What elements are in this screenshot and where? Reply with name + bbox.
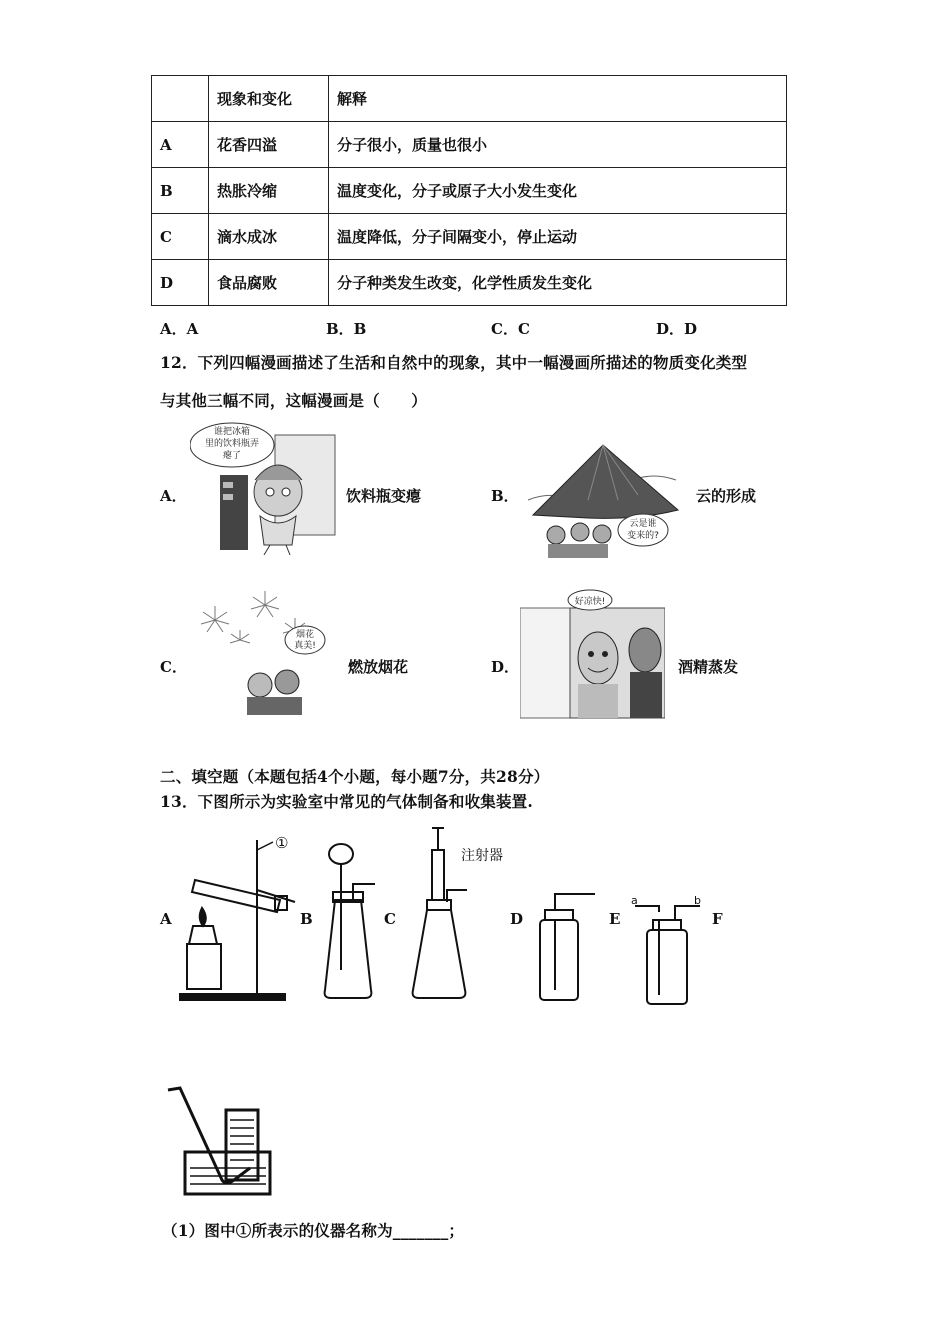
q12-option-a-letter[interactable]: A． [160,487,187,505]
bubble-text: 烟花 [295,630,315,640]
table-header-row [152,76,787,122]
bubble-text: 变来的? [627,531,659,541]
bubble-text: 好凉快! [574,597,606,607]
q11-option-d[interactable]: D．D [656,320,698,338]
q12-option-b-letter[interactable]: B． [491,487,519,505]
row-label: C [152,214,209,260]
q12-option-d-caption: 酒精蒸发 [678,658,739,676]
q12-option-b-caption: 云的形成 [696,487,757,505]
apparatus-diagram [155,820,735,1015]
cartoon-alcohol-evaporation [520,588,665,720]
q11-table [151,75,787,306]
apparatus-label-e: E [609,910,621,928]
row-phenomenon: 滴水成冰 [209,214,329,260]
bubble-text: 里的饮料瓶弄 [204,439,260,449]
q13-sub1: （1）图中①所表示的仪器名称为_______； [162,1221,465,1240]
apparatus-label-d: D [510,910,524,928]
row-explanation: 温度降低，分子间隔变小，停止运动 [329,214,787,260]
q12-option-a-caption: 饮料瓶变瘪 [346,487,422,505]
q11-option-a[interactable]: A．A [160,320,199,338]
row-phenomenon: 食品腐败 [209,260,329,306]
apparatus-label-c: C [384,910,396,928]
apparatus-label-f: F [712,910,723,928]
q12-stem-line1: 12．下列四幅漫画描述了生活和自然中的现象，其中一幅漫画所描述的物质变化类型 [160,353,748,372]
q13-stem: 13．下图所示为实验室中常见的气体制备和收集装置. [160,792,533,811]
q12-option-d-letter[interactable]: D． [491,658,520,676]
port-a-label: a [631,894,638,907]
row-explanation: 分子种类发生改变，化学性质发生变化 [329,260,787,306]
table-row [152,168,787,214]
row-label: D [152,260,209,306]
apparatus-label-a: A [160,910,172,928]
q12-option-c-caption: 燃放烟花 [348,658,409,676]
table-header-cell: 现象和变化 [209,76,329,122]
port-b-label: b [694,894,701,907]
cartoon-bottle-crushed [190,420,340,555]
bubble-text: 谁把冰箱 [213,427,251,437]
syringe-label: 注射器 [461,848,503,864]
section-heading: 二、填空题（本题包括4个小题，每小题7分，共28分） [160,767,550,786]
row-explanation: 分子很小，质量也很小 [329,122,787,168]
row-label: A [152,122,209,168]
q12-option-c-letter[interactable]: C． [160,658,187,676]
table-row [152,260,787,306]
cartoon-fireworks [185,585,345,725]
apparatus-label-b: B [300,910,313,928]
water-trough-diagram [160,1080,280,1200]
row-phenomenon: 热胀冷缩 [209,168,329,214]
table-row [152,122,787,168]
marker-1: ① [275,834,289,852]
bubble-text: 真美! [294,641,316,651]
row-explanation: 温度变化，分子或原子大小发生变化 [329,168,787,214]
q11-option-c[interactable]: C．C [491,320,530,338]
cartoon-cloud-mountain [518,440,688,560]
table-header-cell [152,76,209,122]
row-label: B [152,168,209,214]
table-row [152,214,787,260]
row-phenomenon: 花香四溢 [209,122,329,168]
bubble-text: 瘪了 [222,451,242,461]
table-header-cell: 解释 [329,76,787,122]
q12-stem-line2: 与其他三幅不同，这幅漫画是（ ） [160,391,427,410]
bubble-text: 云是谁 [629,519,657,529]
q11-option-b[interactable]: B．B [326,320,367,338]
